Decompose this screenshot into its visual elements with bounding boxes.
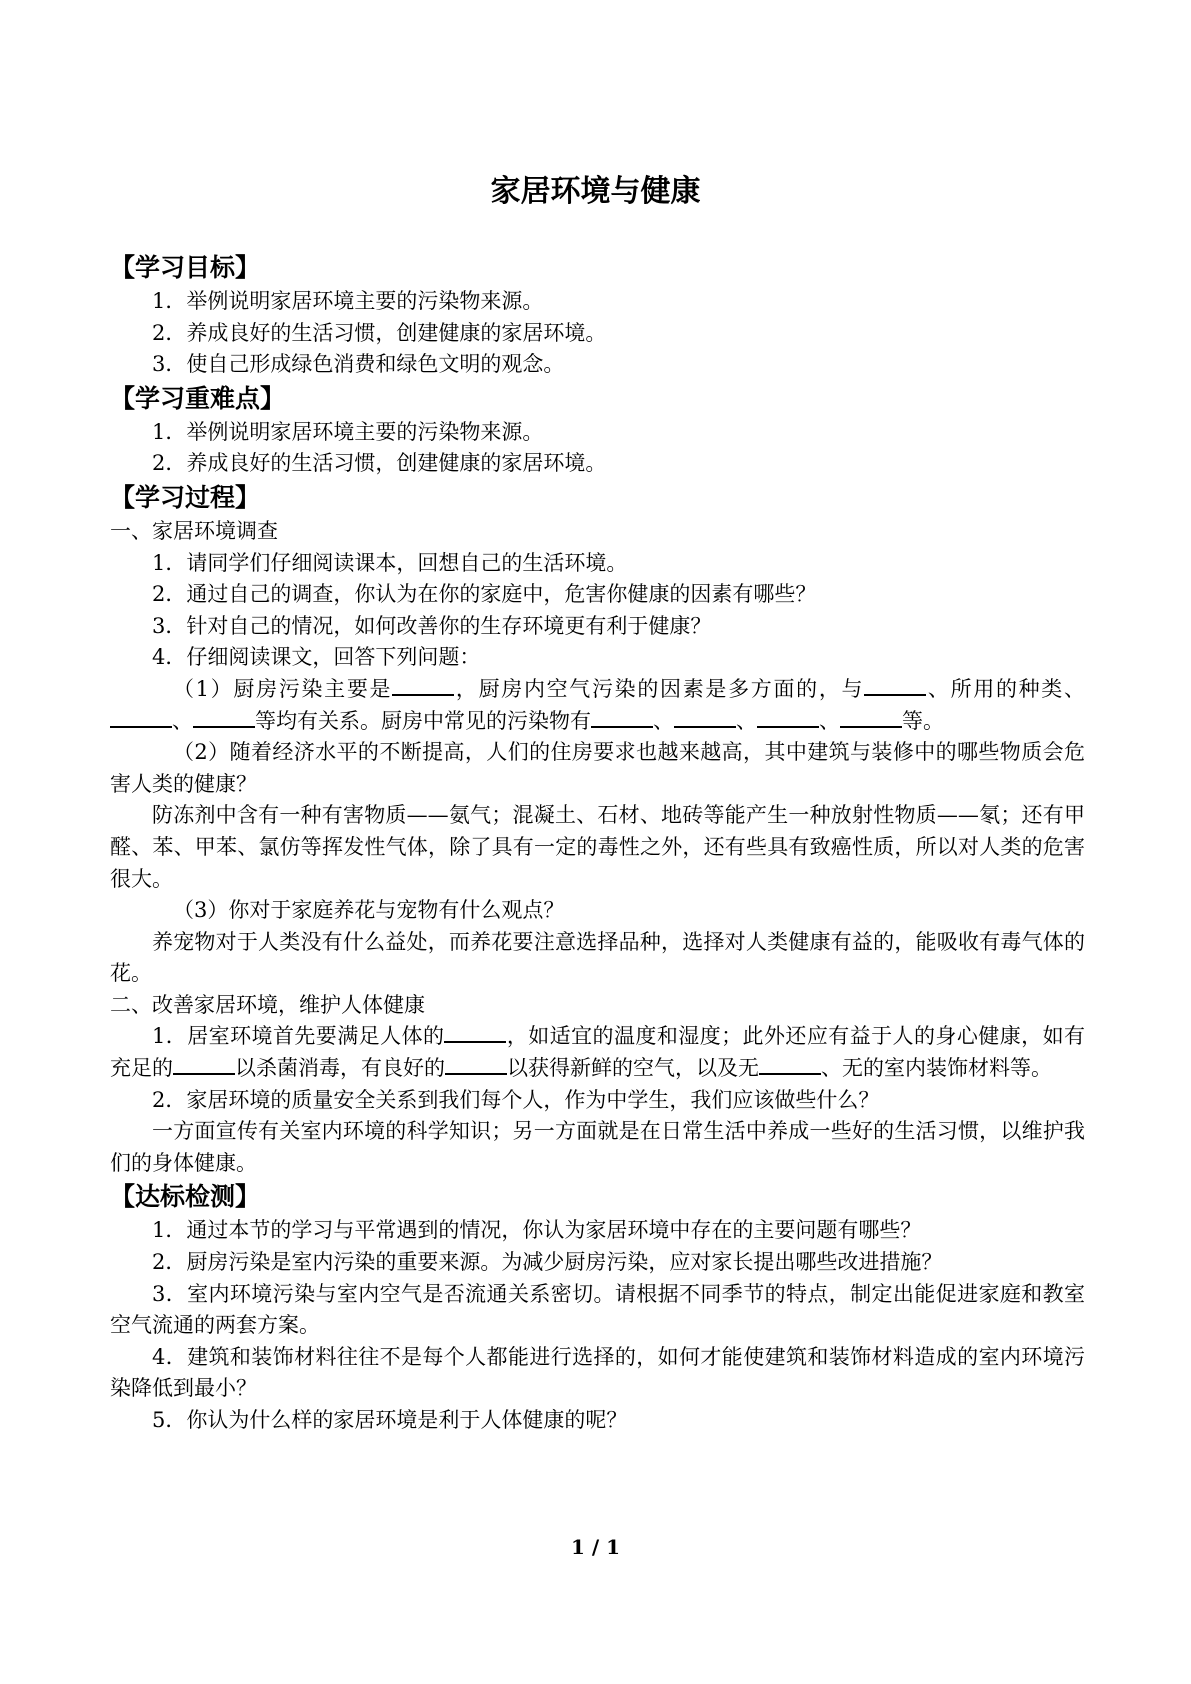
answer-2: 防冻剂中含有一种有害物质——氨气；混凝土、石材、地砖等能产生一种放射性物质——氡；还有甲醛、苯、甲苯、氯仿等挥发性气体，除了具有一定的毒性之外，还有些具有致癌性质，所以对人类的危害很大。: [110, 803, 1085, 891]
goal-item: 2．养成良好的生活习惯，创建健康的家居环境。: [152, 320, 607, 345]
section1-q1: 1．请同学们仔细阅读课本，回想自己的生活环境。: [152, 550, 628, 575]
blank-line[interactable]: [444, 1023, 506, 1043]
blank-line[interactable]: [193, 708, 255, 728]
test-item: 5．你认为什么样的家居环境是利于人体健康的呢？: [152, 1408, 628, 1432]
fill-in-question-2: 1．居室环境首先要满足人体的 ，如适宜的温度和湿度；此外还应有益于人的身心健康，如有充足的 以杀菌消毒，有良好的 以获得新鲜的空气，以及无 、无的室内装饰材料等。: [110, 1024, 1085, 1081]
page-title: 家居环境与健康: [490, 174, 701, 209]
fill-in-question-1: （1）厨房污染主要是 ，厨房内空气污染的因素是多方面的，与 、所用的种类、、 等均有关系。厨房中常见的污染物有 、 、 、 等。: [110, 674, 1085, 737]
blank-line[interactable]: [864, 676, 926, 696]
key-point-item: 1．举例说明家居环境主要的污染物来源。: [152, 419, 544, 444]
blank-line[interactable]: [445, 1055, 507, 1075]
question-3: （3）你对于家庭养花与宠物有什么观点？: [173, 898, 565, 923]
blank-line[interactable]: [110, 708, 172, 728]
blank-line[interactable]: [173, 1055, 235, 1075]
page-number: 1 / 1: [570, 1535, 621, 1559]
key-point-item: 2．养成良好的生活习惯，创建健康的家居环境。: [152, 451, 607, 476]
blank-line[interactable]: [591, 708, 653, 728]
section1-title: 一、家居环境调查: [110, 518, 278, 543]
section1-q2: 2．通过自己的调查，你认为在你的家庭中，危害你健康的因素有哪些？: [152, 582, 817, 607]
key-points-heading: 【学习重难点】: [110, 383, 286, 413]
blank-line[interactable]: [392, 676, 454, 696]
answer-3: 养宠物对于人类没有什么益处，而养花要注意选择品种，选择对人类健康有益的，能吸收有毒气体的花。: [110, 929, 1085, 986]
question-2: （2）随着经济水平的不断提高，人们的住房要求也越来越高，其中建筑与装修中的哪些物质会危害人类的健康？: [110, 740, 1085, 796]
test-item: 4．建筑和装饰材料往往不是每个人都能进行选择的，如何才能使建筑和装饰材料造成的室内环境污染降低到最小？: [110, 1344, 1085, 1401]
section2-q2-answer: 一方面宣传有关室内环境的科学知识；另一方面就是在日常生活中养成一些好的生活习惯，以维护我们的身体健康。: [110, 1119, 1085, 1175]
section2-q2: 2．家居环境的质量安全关系到我们每个人，作为中学生，我们应该做些什么？: [152, 1087, 880, 1112]
blank-line[interactable]: [759, 1055, 821, 1075]
section2-title: 二、改善家居环境，维护人体健康: [110, 992, 425, 1017]
blank-line[interactable]: [840, 708, 902, 728]
section1-q4: 4．仔细阅读课文，回答下列问题：: [152, 645, 481, 670]
test-item: 2．厨房污染是室内污染的重要来源。为减少厨房污染，应对家长提出哪些改进措施？: [152, 1250, 943, 1275]
test-item: 3．室内环境污染与室内空气是否流通关系密切。请根据不同季节的特点，制定出能促进家庭和教室空气流通的两套方案。: [110, 1281, 1085, 1338]
document-body: [110, 250, 1085, 1437]
process-heading: 【学习过程】: [110, 482, 261, 512]
test-heading: 【达标检测】: [110, 1182, 261, 1212]
blank-line[interactable]: [674, 708, 736, 728]
goal-item: 1．举例说明家居环境主要的污染物来源。: [152, 289, 544, 313]
test-item: 1．通过本节的学习与平常遇到的情况，你认为家居环境中存在的主要问题有哪些？: [152, 1218, 922, 1243]
blank-line[interactable]: [757, 708, 819, 728]
goal-item: 3．使自己形成绿色消费和绿色文明的观念。: [152, 352, 565, 377]
goals-heading: 【学习目标】: [110, 253, 261, 282]
section1-q3: 3．针对自己的情况，如何改善你的生存环境更有利于健康？: [152, 613, 712, 638]
